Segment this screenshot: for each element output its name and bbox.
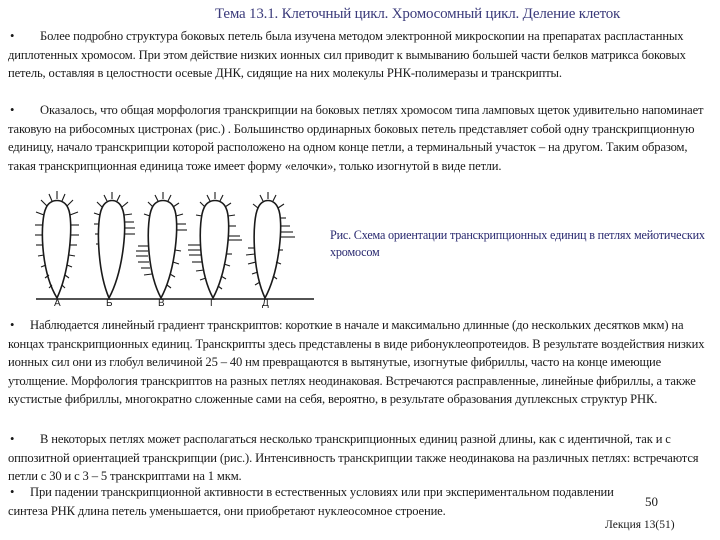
lecture-label: Лекция 13(51) (605, 519, 675, 531)
figure-label-c: В (158, 298, 165, 309)
bullet: • (10, 485, 15, 499)
paragraph-1 (8, 27, 708, 83)
figure-caption: Рис. Схема ориентации транскрипционных единиц в петлях мейотических хромосом (330, 228, 705, 259)
paragraph-text: Оказалось, что общая морфология транскрипции на боковых петлях хромосом типа ламповых щеток удивительно напоминает таковую на рибосомных цистронах (рис.) . Большинство ординарных боковых петель представляет собой одну транскрипционную единицу, начало транскрипции которой расположено на одном конце петли, а терминальный участок – на другом. Таким образом, такая транскрипционная единица тоже имеет форму «елочки», только изогнутой в виде петли. (8, 103, 704, 173)
figure-label-d: Г (210, 298, 216, 309)
figure-label-b: Б (106, 298, 113, 309)
bullet: • (10, 318, 15, 332)
paragraph-5 (8, 483, 628, 520)
paragraph-text: Наблюдается линейный градиент транскриптов: короткие в начале и максимально длинные (до нескольких десятков мкм) на концах транскрипционных единиц. Транскрипты здесь представлены в виде рибонуклеопротеидов. В результате воздействия низких ионных сил они из глобул величиной 25 – 40 нм превращаются в вытянутые, изогнутые фибриллы, часто на конце имеющие утолщение. Морфология транскриптов на разных петлях неодинаковая. Встречаются расправленные, линейные фибриллы, а также кустистые фибриллы, многократно сложенные сами на себя, вероятно, в результате образования дуплексных структур РНК. (8, 318, 705, 407)
bullet: • (10, 432, 15, 446)
paragraph-2 (8, 101, 708, 175)
paragraph-text: При падении транскрипционной активности в естественных условиях или при экспериментальном подавлении синтеза РНК длина петель уменьшается, они приобретают нуклеосомное строение. (8, 485, 614, 518)
paragraph-text: В некоторых петлях может располагаться несколько транскрипционных единиц разной длины, как с идентичной, так и с оппозитной ориентацией транскрипции (рис.). Интенсивность транскрипции также неодинакова на различных петлях: встречаются петли с 30 и с 3 – 5 транскриптами на 1 мкм. (8, 432, 699, 484)
transcription-loops-figure (22, 190, 322, 312)
paragraph-3 (8, 316, 708, 409)
paragraph-4 (8, 430, 708, 486)
slide-title: Тема 13.1. Клеточный цикл. Хромосомный цикл. Деление клеток (215, 6, 621, 22)
figure-label-e: Д (262, 298, 269, 309)
paragraph-text: Более подробно структура боковых петель была изучена методом электронной микроскопии на препаратах распластанных диплотенных хромосом. При этом действие низких ионных сил приводит к вымыванию большей части белков матрикса боковых петель, оставляя в целостности осевые ДНК, сидящие на них молекулы РНК-полимеразы и транскрипты. (8, 29, 686, 81)
page-number: 50 (645, 494, 658, 509)
bullet: • (10, 29, 15, 43)
bullet: • (10, 103, 15, 117)
figure-label-a: А (54, 298, 61, 309)
loops-diagram-icon (22, 190, 322, 312)
